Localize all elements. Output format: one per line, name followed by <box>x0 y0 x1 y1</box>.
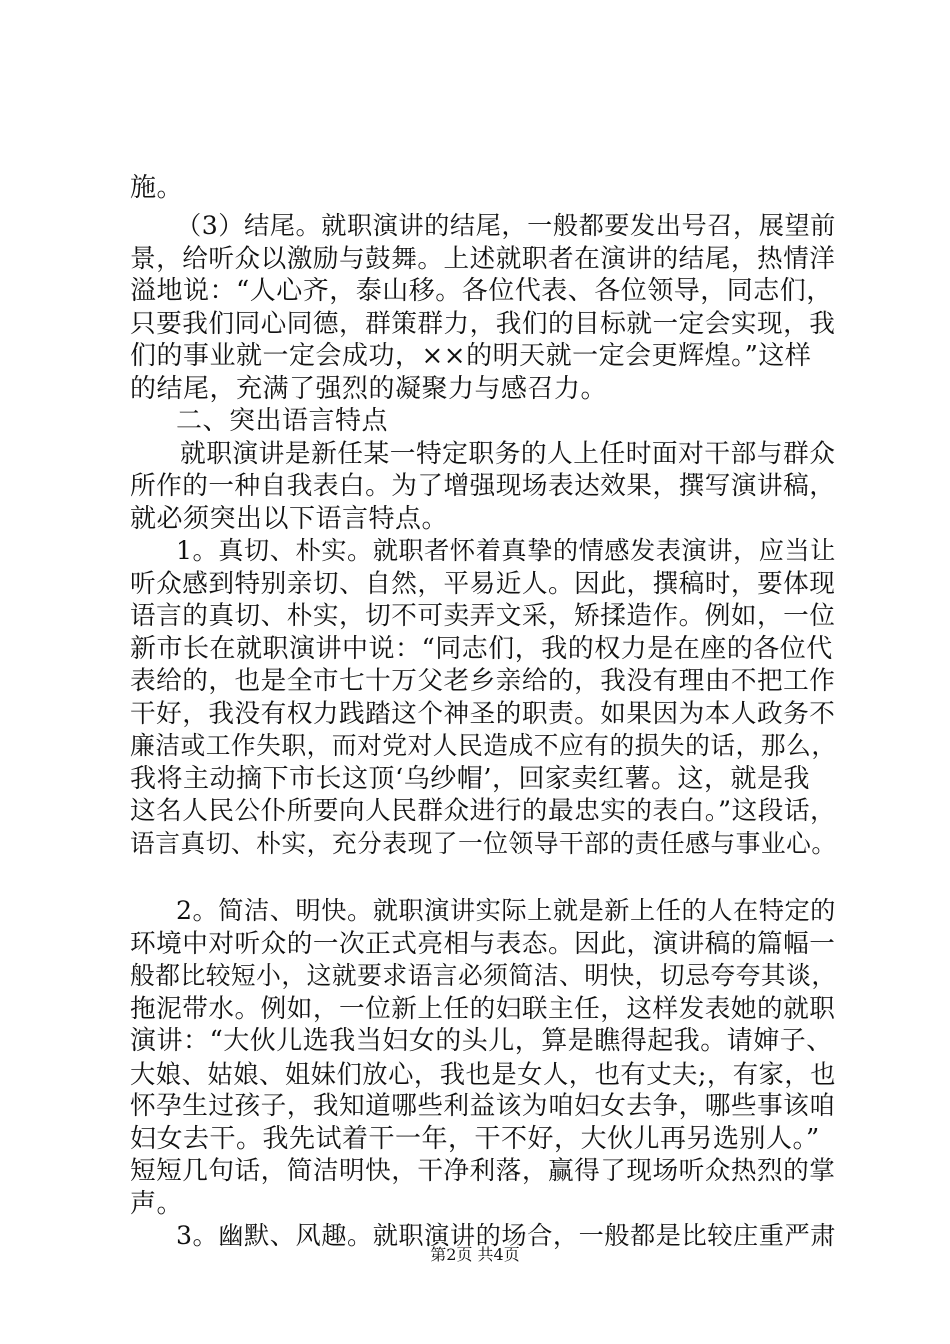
text-line: 环境中对听众的一次正式亮相与表态。因此，演讲稿的篇幅一 <box>130 929 836 959</box>
text-line: 怀孕生过孩子，我知道哪些利益该为咱妇女去争，哪些事该咱 <box>130 1091 836 1121</box>
text-line: 短短几句话，简洁明快，干净利落，赢得了现场听众热烈的掌 <box>130 1156 836 1186</box>
text-line: 表给的，也是全市七十万父老乡亲给的，我没有理由不把工作 <box>130 666 836 696</box>
text-line: 施。 <box>130 173 184 203</box>
text-line: 的结尾，充满了强烈的凝聚力与感召力。 <box>130 374 608 404</box>
text-line: 廉洁或工作失职，而对党对人民造成不应有的损失的话，那么， <box>130 731 837 760</box>
text-line: 我将主动摘下市长这顶‘乌纱帽’，回家卖红薯。这，就是我 <box>130 764 811 794</box>
text-line: 般都比较短小，这就要求语言必须简洁、明快，切忌夸夸其谈， <box>130 961 837 990</box>
text-line: 所作的一种自我表白。为了增强现场表达效果，撰写演讲稿， <box>130 471 836 501</box>
text-line: 这名人民公仆所要向人民群众进行的最忠实的表白。”这段话， <box>130 796 837 826</box>
text-line: （3）结尾。就职演讲的结尾，一般都要发出号召，展望前 <box>176 211 836 240</box>
text-line: 妇女去干。我先试着干一年，干不好，大伙儿再另选别人。” <box>130 1124 820 1154</box>
text-line: 语言的真切、朴实，切不可卖弄文采，矫揉造作。例如，一位 <box>130 601 836 631</box>
text-line: 就必须突出以下语言特点。 <box>130 504 449 534</box>
text-line: 新市长在就职演讲中说：“同志们，我的权力是在座的各位代 <box>130 634 833 664</box>
text-line: 景，给听众以激励与鼓舞。上述就职者在演讲的结尾，热情洋 <box>130 244 836 274</box>
text-line: 就职演讲是新任某一特定职务的人上任时面对干部与群众 <box>180 439 836 469</box>
text-line: 听众感到特别亲切、自然，平易近人。因此，撰稿时，要体现 <box>130 569 836 599</box>
text-line: 只要我们同心同德，群策群力，我们的目标就一定会实现，我 <box>130 309 836 339</box>
text-line: 语言真切、朴实，充分表现了一位领导干部的责任感与事业心。 <box>130 829 837 858</box>
text-line: 大娘、姑娘、姐妹们放心，我也是女人，也有丈夫;，有家，也 <box>130 1059 836 1089</box>
page-footer: 第2页 共4页 <box>430 1245 520 1264</box>
text-line: 干好，我没有权力践踏这个神圣的职责。如果因为本人政务不 <box>130 699 836 729</box>
text-line: 溢地说：“人心齐，泰山移。各位代表、各位领导，同志们， <box>130 276 833 306</box>
section-heading: 二、突出语言特点 <box>176 406 389 436</box>
text-line: 演讲：“大伙儿选我当妇女的头儿，算是瞧得起我。请婶子、 <box>130 1026 833 1056</box>
text-line: 们的事业就一定会成功，××的明天就一定会更辉煌。”这样 <box>130 341 812 371</box>
text-line: 声。 <box>130 1189 184 1219</box>
text-line: 2。简洁、明快。就职演讲实际上就是新上任的人在特定的 <box>176 896 836 925</box>
text-line: 3。幽默、风趣。就职演讲的场合，一般都是比较庄重严肃 <box>176 1221 836 1250</box>
text-line: 拖泥带水。例如，一位新上任的妇联主任，这样发表她的就职 <box>130 994 836 1024</box>
text-line: 1。真切、朴实。就职者怀着真挚的情感发表演讲，应当让 <box>176 536 836 565</box>
